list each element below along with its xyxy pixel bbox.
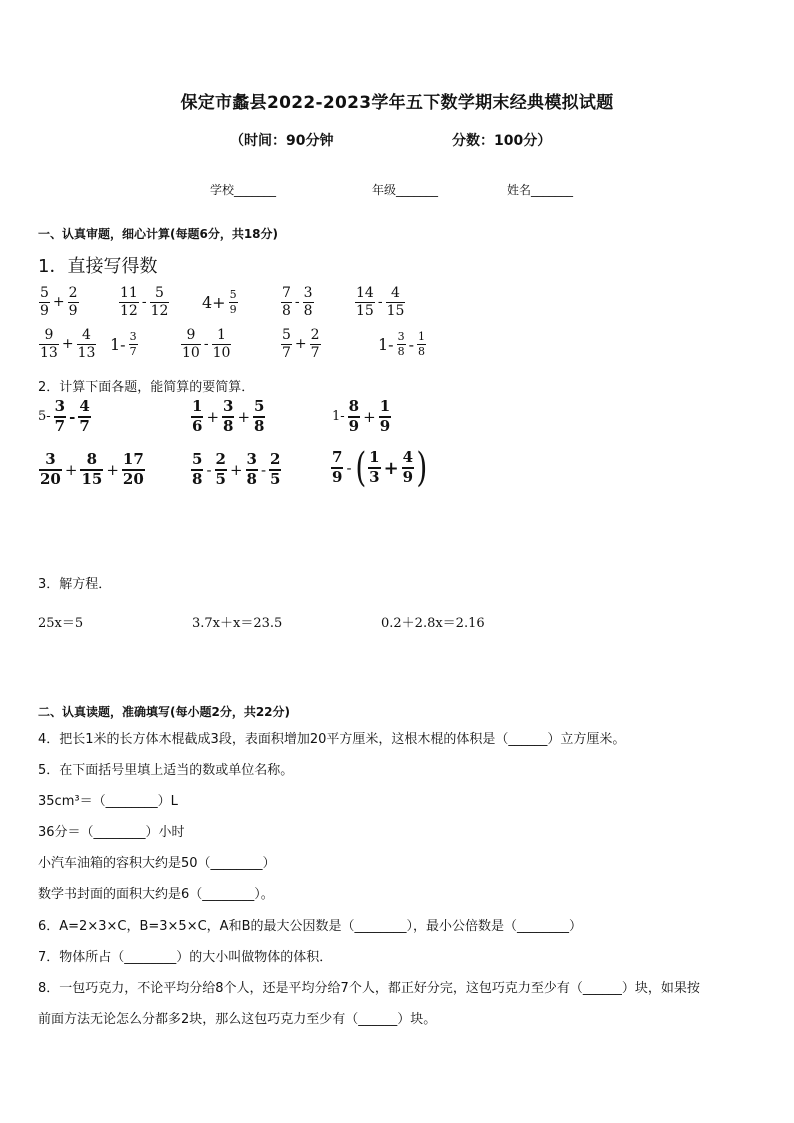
fraction-expression: 5- $\frac{3}{7}$ - $\frac{4}{7}$ bbox=[38, 397, 90, 435]
question-label: 2．计算下面各题，能简算的要简算． bbox=[38, 380, 255, 395]
fraction-expression: $\frac{14}{15}$ - $\frac{4}{15}$ bbox=[356, 285, 405, 319]
fraction-expression: 1- $\frac{8}{9}$ + $\frac{1}{9}$ bbox=[332, 397, 391, 435]
equation: 25x＝5 bbox=[38, 616, 84, 631]
fraction-expression: $\frac{11}{12}$ - $\frac{5}{12}$ bbox=[120, 285, 169, 319]
question-text: 小汽车油箱的容积大约是50（________） bbox=[38, 856, 276, 871]
fraction-expression: $\frac{5}{8}$ - $\frac{2}{5}$ + $\frac{3}{8}$ - $\frac{2}{5}$ bbox=[192, 450, 281, 488]
fraction-expression: $\frac{5}{9}$ + $\frac{2}{9}$ bbox=[40, 285, 78, 319]
question-text: 36分＝（________）小时 bbox=[38, 825, 185, 840]
question-label: 1．直接写得数 bbox=[38, 256, 158, 277]
fraction-expression: $\frac{5}{7}$ + $\frac{2}{7}$ bbox=[282, 327, 320, 361]
question-text: 4．把长1米的长方体木棍截成3段，表面积增加20平方厘米，这根木棍的体积是（______）立方厘米。 bbox=[38, 732, 626, 747]
question-text: 6．A=2×3×C，B=3×5×C，A和B的最大公因数是（________），最小公倍数是（________） bbox=[38, 919, 582, 934]
grade-field: 年级_______ bbox=[372, 183, 439, 197]
question-text: 前面方法无论怎么分都多2块，那么这包巧克力至少有（______）块。 bbox=[38, 1012, 437, 1027]
fraction-expression: 4+ $\frac{5}{9}$ bbox=[202, 288, 237, 316]
equation: 0.2＋2.8x＝2.16 bbox=[381, 616, 485, 631]
question-text: 35cm³＝（________）L bbox=[38, 794, 178, 809]
page-title: 保定市蠡县2022-2023学年五下数学期末经典模拟试题 bbox=[180, 93, 614, 113]
fraction-expression: $\frac{1}{6}$ + $\frac{3}{8}$ + $\frac{5}{8}$ bbox=[192, 397, 265, 435]
section-heading: 一、认真审题，细心计算(每题6分，共18分) bbox=[38, 227, 279, 241]
fraction-expression: $\frac{3}{20}$ + $\frac{8}{15}$ + $\frac{17}{20}$ bbox=[40, 450, 144, 488]
question-label: 3．解方程． bbox=[38, 577, 112, 592]
fraction-expression: 1- $\frac{3}{8}$ - $\frac{1}{8}$ bbox=[378, 330, 425, 358]
fraction-expression: $\frac{9}{10}$ - $\frac{1}{10}$ bbox=[182, 327, 231, 361]
fraction-expression: 1- $\frac{3}{7}$ bbox=[110, 330, 137, 358]
fraction-expression: $\frac{7}{9}$ - ( $\frac{1}{3}$ + $\frac{4}{9}$ ) bbox=[332, 445, 428, 491]
exam-time: （时间：90分钟 bbox=[230, 133, 334, 149]
question-text: 8．一包巧克力，不论平均分给8个人，还是平均分给7个人，都正好分完，这包巧克力至少有（______）块，如果按 bbox=[38, 981, 700, 996]
school-field: 学校_______ bbox=[210, 183, 277, 197]
section-heading: 二、认真读题，准确填写(每小题2分，共22分) bbox=[38, 705, 291, 719]
equation: 3.7x＋x＝23.5 bbox=[192, 616, 283, 631]
question-text: 数学书封面的面积大约是6（________）。 bbox=[38, 887, 274, 902]
name-field: 姓名_______ bbox=[507, 183, 574, 197]
question-text: 5．在下面括号里填上适当的数或单位名称。 bbox=[38, 763, 294, 778]
exam-score: 分数：100分） bbox=[452, 133, 552, 149]
fraction-expression: $\frac{7}{8}$ - $\frac{3}{8}$ bbox=[282, 285, 313, 319]
fraction-expression: $\frac{9}{13}$ + $\frac{4}{13}$ bbox=[40, 327, 96, 361]
question-text: 7．物体所占（________）的大小叫做物体的体积． bbox=[38, 950, 333, 965]
